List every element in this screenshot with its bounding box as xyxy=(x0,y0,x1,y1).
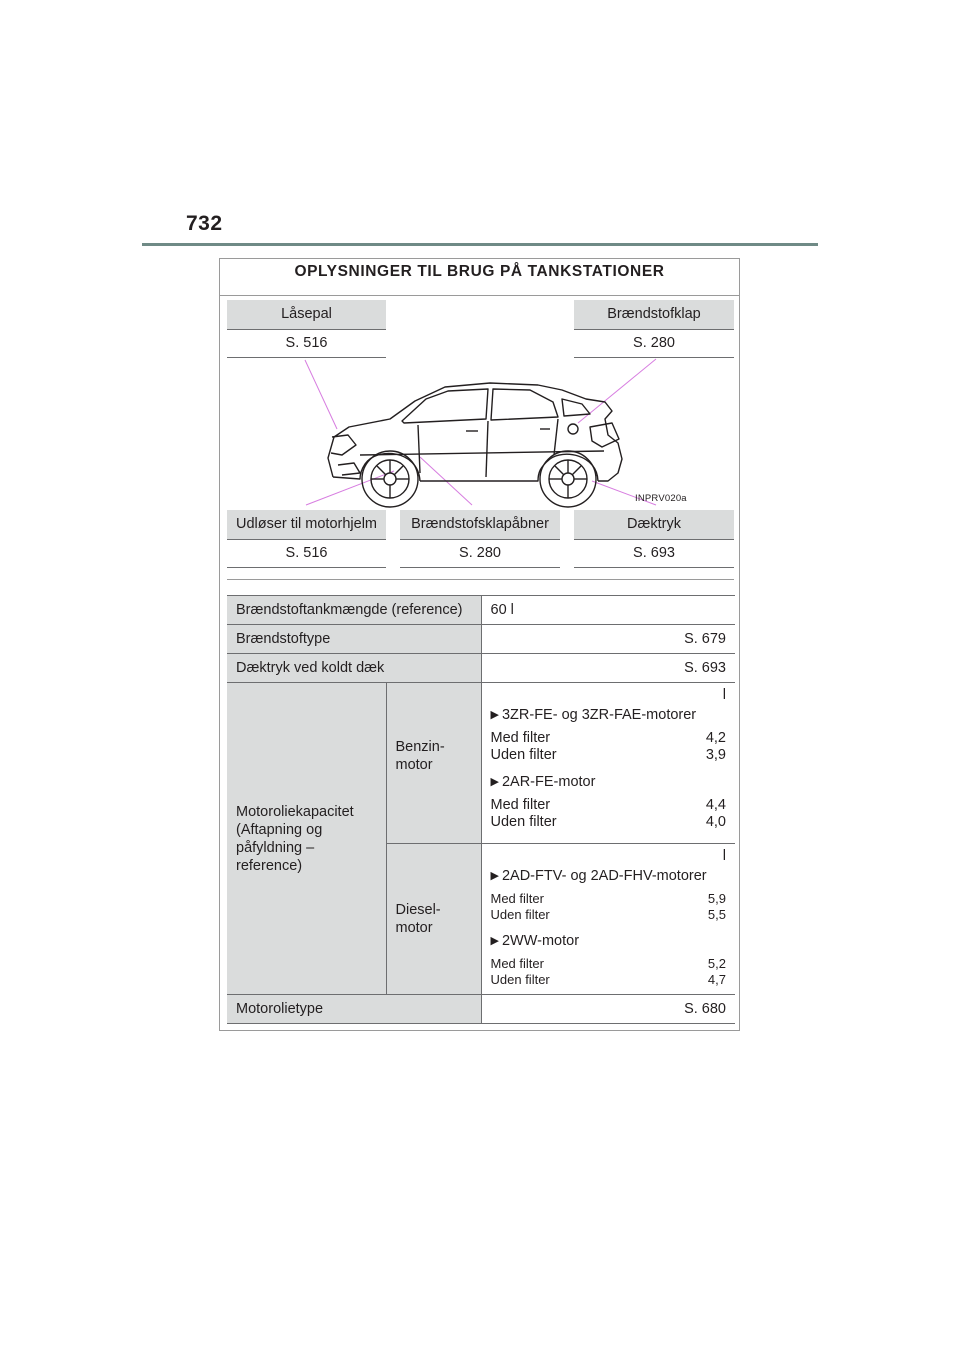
petrol-unit: l xyxy=(722,687,726,703)
oil-row xyxy=(491,747,727,764)
fuel-station-info-panel xyxy=(219,258,740,1031)
fuel-type-value[interactable]: S. 679 xyxy=(481,625,735,654)
oil-row-value: 4,7 xyxy=(707,972,726,987)
petrol-engine-type xyxy=(386,683,481,844)
oil-row-label: Med filter xyxy=(490,956,544,971)
callout-page-hood-release[interactable]: S. 516 xyxy=(227,540,386,568)
engine-heading xyxy=(491,774,727,791)
engine-name: 2AD-FTV- og 2AD-FHV-motorer xyxy=(501,868,707,884)
page-number: 732 xyxy=(186,212,223,235)
callout-page-tire-pressure[interactable]: S. 693 xyxy=(574,540,734,568)
illustration-code: INPRV020a xyxy=(635,493,687,504)
engine-heading xyxy=(491,707,727,724)
oil-values xyxy=(491,730,727,764)
callout-label-hood-release: Udløser til motorhjelm xyxy=(227,510,386,540)
oil-row xyxy=(491,907,727,923)
callout-label-fuel-door: Brændstofklap xyxy=(574,300,734,330)
pointer-lines xyxy=(305,359,656,505)
diesel-engine-type xyxy=(386,844,481,995)
section-divider xyxy=(227,579,734,580)
triangle-right-icon: ▶ xyxy=(490,935,499,947)
table-row xyxy=(227,683,735,844)
oil-row-value: 4,2 xyxy=(705,730,726,746)
table-row xyxy=(227,596,735,625)
tire-pressure-value[interactable]: S. 693 xyxy=(481,654,735,683)
oil-row-value: 4,0 xyxy=(705,814,726,830)
tank-capacity-label: Brændstoftankmængde (reference) xyxy=(227,596,481,625)
petrol-capacities xyxy=(481,683,735,844)
table-row xyxy=(227,995,735,1024)
fuel-type-label: Brændstoftype xyxy=(227,625,481,654)
oil-capacity-label-text: Motoroliekapacitet (Aftapning og påfyldning – reference) xyxy=(236,803,354,874)
oil-row xyxy=(491,797,727,814)
oil-row xyxy=(491,891,727,907)
engine-name: 2AR-FE-motor xyxy=(501,774,596,790)
oil-row xyxy=(491,730,727,747)
oil-row-label: Uden filter xyxy=(490,747,557,763)
callout-label-tire-pressure: Dæktryk xyxy=(574,510,734,540)
tire-pressure-label: Dæktryk ved koldt dæk xyxy=(227,654,481,683)
table-row xyxy=(227,654,735,683)
oil-row xyxy=(491,814,727,831)
oil-row-value: 5,9 xyxy=(707,891,726,906)
front-wheel xyxy=(362,451,418,507)
panel-title: OPLYSNINGER TIL BRUG PÅ TANKSTATIONER xyxy=(294,263,665,280)
oil-capacity-label xyxy=(227,683,386,995)
oil-type-value[interactable]: S. 680 xyxy=(481,995,735,1024)
oil-row-label: Uden filter xyxy=(490,814,557,830)
diesel-capacities xyxy=(481,844,735,995)
oil-row-label: Med filter xyxy=(490,797,551,813)
engine-name: 3ZR-FE- og 3ZR-FAE-motorer xyxy=(501,707,697,723)
petrol-engine-type-text: Benzin- motor xyxy=(395,739,445,773)
callout-label-fuel-door-opener: Brændstofsklapåbner xyxy=(400,510,560,540)
oil-row-value: 4,4 xyxy=(705,797,726,813)
callout-page-fuel-door-opener[interactable]: S. 280 xyxy=(400,540,560,568)
triangle-right-icon: ▶ xyxy=(490,709,499,721)
car-body xyxy=(328,383,622,481)
diesel-engine-type-text: Diesel- motor xyxy=(395,902,441,936)
oil-row-value: 5,5 xyxy=(707,907,726,922)
oil-row-label: Uden filter xyxy=(490,972,550,987)
engine-name: 2WW-motor xyxy=(501,933,580,949)
oil-row-value: 5,2 xyxy=(707,956,726,971)
diesel-unit: l xyxy=(722,848,726,864)
oil-values xyxy=(491,891,727,923)
oil-row-label: Med filter xyxy=(490,730,551,746)
callout-label-lock-lever: Låsepal xyxy=(227,300,386,330)
table-row xyxy=(227,625,735,654)
triangle-right-icon: ▶ xyxy=(490,776,499,788)
oil-row-label: Uden filter xyxy=(490,907,550,922)
engine-heading xyxy=(491,933,727,950)
oil-row-value: 3,9 xyxy=(705,747,726,763)
callout-page-fuel-door[interactable]: S. 280 xyxy=(574,330,734,358)
oil-values xyxy=(491,956,727,988)
tank-capacity-value: 60 l xyxy=(481,596,735,625)
rear-wheel xyxy=(540,451,596,507)
oil-row xyxy=(491,972,727,988)
callout-page-lock-lever[interactable]: S. 516 xyxy=(227,330,386,358)
oil-row-label: Med filter xyxy=(490,891,544,906)
oil-type-label: Motorolietype xyxy=(227,995,481,1024)
header-divider xyxy=(142,243,818,246)
engine-heading xyxy=(491,868,727,885)
oil-values xyxy=(491,797,727,831)
spec-table xyxy=(227,595,735,1024)
oil-row xyxy=(491,956,727,972)
triangle-right-icon: ▶ xyxy=(490,870,499,882)
